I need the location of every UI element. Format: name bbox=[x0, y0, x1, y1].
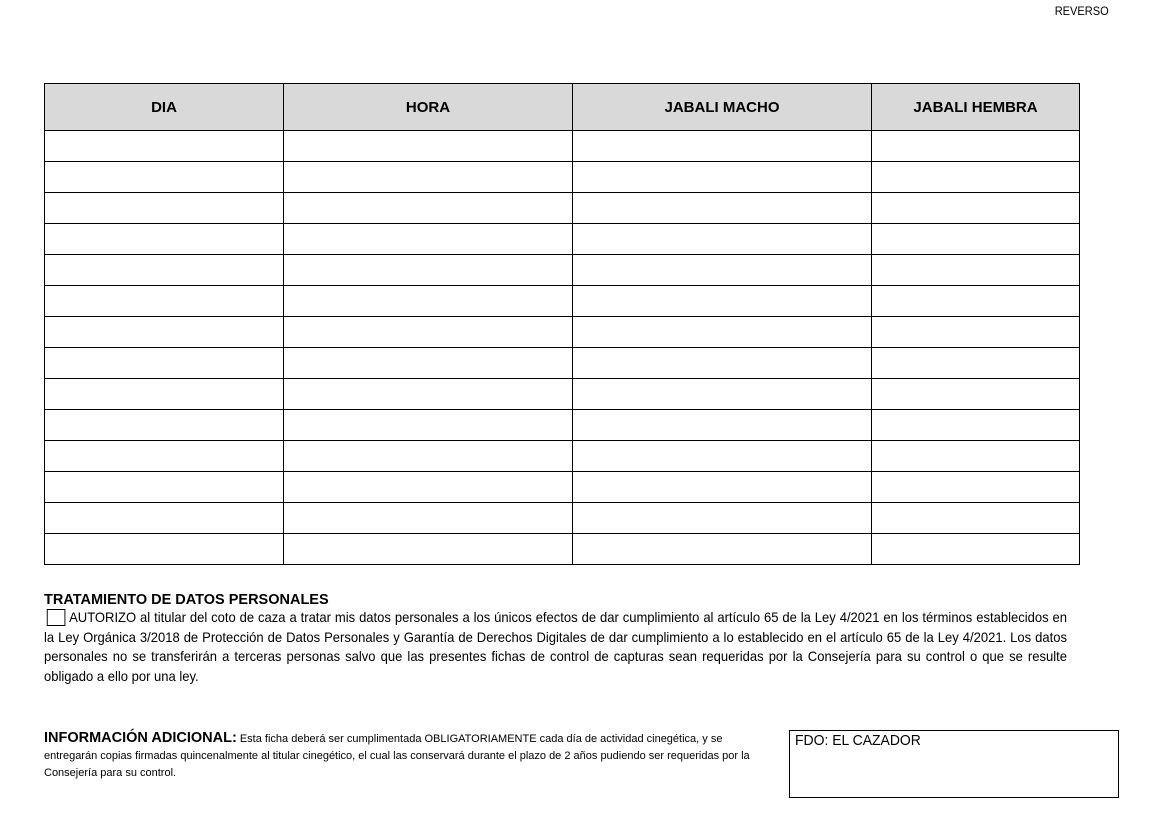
cell-jabali-macho[interactable] bbox=[573, 193, 872, 224]
cell-dia[interactable] bbox=[45, 317, 284, 348]
cell-hora[interactable] bbox=[284, 193, 573, 224]
cell-dia[interactable] bbox=[45, 503, 284, 534]
signature-box[interactable] bbox=[789, 730, 1119, 798]
cell-dia[interactable] bbox=[45, 410, 284, 441]
cell-hora[interactable] bbox=[284, 317, 573, 348]
additional-info-title: INFORMACIÓN ADICIONAL: bbox=[44, 730, 237, 746]
cell-hora[interactable] bbox=[284, 503, 573, 534]
table-row bbox=[45, 162, 1080, 193]
cell-dia[interactable] bbox=[45, 286, 284, 317]
table-row bbox=[45, 224, 1080, 255]
cell-jabali-hembra[interactable] bbox=[872, 255, 1080, 286]
cell-dia[interactable] bbox=[45, 441, 284, 472]
cell-dia[interactable] bbox=[45, 534, 284, 565]
cell-hora[interactable] bbox=[284, 410, 573, 441]
cell-dia[interactable] bbox=[45, 224, 284, 255]
cell-hora[interactable] bbox=[284, 224, 573, 255]
table-row bbox=[45, 286, 1080, 317]
cell-jabali-hembra[interactable] bbox=[872, 410, 1080, 441]
cell-hora[interactable] bbox=[284, 379, 573, 410]
cell-hora[interactable] bbox=[284, 286, 573, 317]
cell-jabali-macho[interactable] bbox=[573, 131, 872, 162]
cell-jabali-hembra[interactable] bbox=[872, 348, 1080, 379]
data-protection-text: AUTORIZO al titular del coto de caza a tratar mis datos personales a los únicos efectos de dar cumplimiento al artículo 65 de la Ley 4/2021 en los términos establecidos en la Ley Orgánica 3/2018 de Protección de Datos Personales y Garantía de Derechos Digitales de dar cumplimiento a lo establecido en el artículo 65 de la Ley 4/2021. Los datos personales no se transferirán a terceras personas salvo que las presentes fichas de control de capturas sean requeridas por la Consejería para su control o que se resulte obligado a ello por una ley. bbox=[44, 609, 1068, 684]
cell-jabali-hembra[interactable] bbox=[872, 503, 1080, 534]
cell-jabali-macho[interactable] bbox=[573, 162, 872, 193]
authorize-checkbox[interactable] bbox=[47, 609, 66, 626]
table-body bbox=[45, 131, 1080, 565]
page-side-label: REVERSO bbox=[1055, 4, 1109, 18]
cell-jabali-macho[interactable] bbox=[573, 379, 872, 410]
cell-jabali-macho[interactable] bbox=[573, 286, 872, 317]
cell-jabali-macho[interactable] bbox=[573, 317, 872, 348]
cell-dia[interactable] bbox=[45, 255, 284, 286]
cell-jabali-macho[interactable] bbox=[573, 503, 872, 534]
cell-dia[interactable] bbox=[45, 348, 284, 379]
table-row bbox=[45, 410, 1080, 441]
column-header-jabali-macho: JABALI MACHO bbox=[573, 84, 872, 131]
table-row bbox=[45, 379, 1080, 410]
cell-jabali-macho[interactable] bbox=[573, 224, 872, 255]
table-row bbox=[45, 472, 1080, 503]
table-row bbox=[45, 441, 1080, 472]
table-row bbox=[45, 193, 1080, 224]
cell-hora[interactable] bbox=[284, 131, 573, 162]
data-protection-section bbox=[44, 592, 1068, 686]
table-row bbox=[45, 534, 1080, 565]
cell-jabali-macho[interactable] bbox=[573, 410, 872, 441]
additional-info-text: Esta ficha deberá ser cumplimentada OBLIGATORIAMENTE cada día de actividad cinegética, y se entregarán copias firmadas quincenalmente al titular cinegético, el cual las conservará durante el plazo de 2 años pudiendo ser requeridas por la Consejería para su control. bbox=[44, 733, 750, 779]
table-row bbox=[45, 317, 1080, 348]
data-protection-paragraph bbox=[44, 608, 1067, 686]
table-row bbox=[45, 131, 1080, 162]
column-header-jabali-hembra: JABALI HEMBRA bbox=[872, 84, 1080, 131]
cell-jabali-hembra[interactable] bbox=[872, 131, 1080, 162]
cell-jabali-macho[interactable] bbox=[573, 472, 872, 503]
cell-jabali-hembra[interactable] bbox=[872, 193, 1080, 224]
additional-info-section bbox=[44, 730, 764, 782]
cell-jabali-hembra[interactable] bbox=[872, 317, 1080, 348]
cell-jabali-hembra[interactable] bbox=[872, 162, 1080, 193]
column-header-hora: HORA bbox=[284, 84, 573, 131]
cell-jabali-hembra[interactable] bbox=[872, 472, 1080, 503]
cell-jabali-hembra[interactable] bbox=[872, 286, 1080, 317]
cell-hora[interactable] bbox=[284, 441, 573, 472]
cell-dia[interactable] bbox=[45, 162, 284, 193]
table-row bbox=[45, 503, 1080, 534]
cell-hora[interactable] bbox=[284, 472, 573, 503]
cell-jabali-macho[interactable] bbox=[573, 348, 872, 379]
cell-hora[interactable] bbox=[284, 348, 573, 379]
captures-table bbox=[44, 83, 1080, 565]
cell-hora[interactable] bbox=[284, 255, 573, 286]
table-header-row bbox=[45, 84, 1080, 131]
cell-hora[interactable] bbox=[284, 162, 573, 193]
cell-dia[interactable] bbox=[45, 472, 284, 503]
cell-jabali-hembra[interactable] bbox=[872, 534, 1080, 565]
cell-dia[interactable] bbox=[45, 131, 284, 162]
table-row bbox=[45, 348, 1080, 379]
cell-jabali-macho[interactable] bbox=[573, 441, 872, 472]
column-header-dia: DIA bbox=[45, 84, 284, 131]
table-row bbox=[45, 255, 1080, 286]
cell-hora[interactable] bbox=[284, 534, 573, 565]
signature-label: FDO: EL CAZADOR bbox=[795, 732, 921, 749]
cell-dia[interactable] bbox=[45, 193, 284, 224]
cell-jabali-macho[interactable] bbox=[573, 534, 872, 565]
cell-jabali-hembra[interactable] bbox=[872, 379, 1080, 410]
cell-jabali-hembra[interactable] bbox=[872, 224, 1080, 255]
cell-jabali-macho[interactable] bbox=[573, 255, 872, 286]
cell-dia[interactable] bbox=[45, 379, 284, 410]
cell-jabali-hembra[interactable] bbox=[872, 441, 1080, 472]
data-protection-title: TRATAMIENTO DE DATOS PERSONALES bbox=[44, 592, 329, 608]
